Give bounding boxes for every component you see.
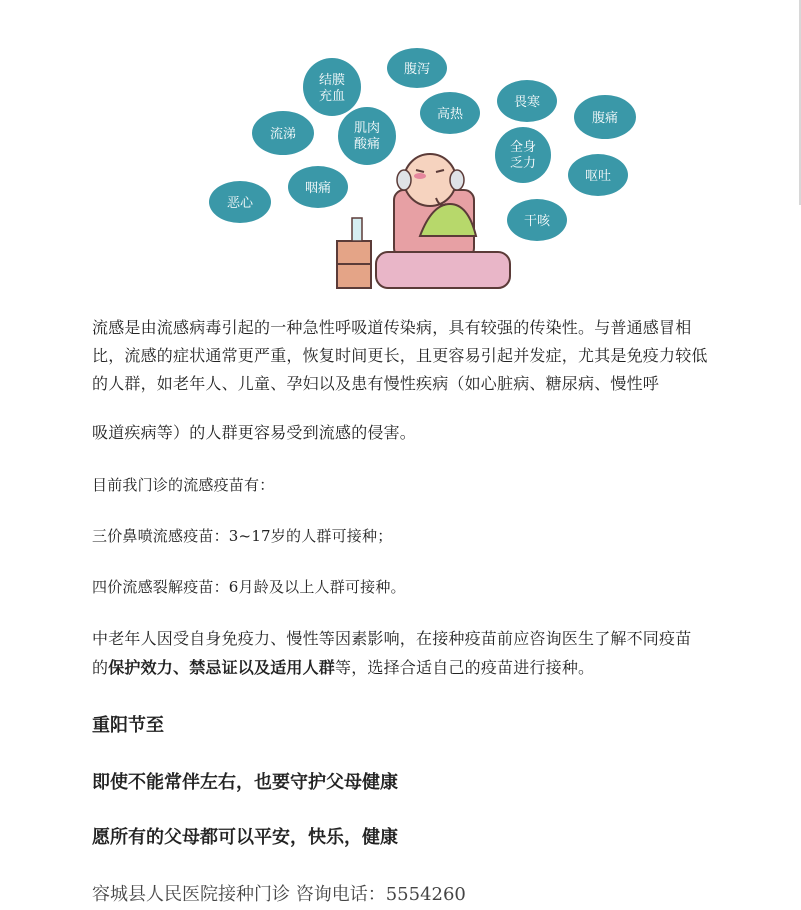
symptom-bubble-vomiting: [568, 154, 628, 196]
bubble-text: 恶心: [226, 196, 254, 211]
advice-text: 的: [92, 660, 109, 677]
symptom-bubble-nausea: [209, 181, 271, 223]
symptom-bubble-diarrhea: [387, 48, 447, 88]
bubble-text: 咽痛: [304, 181, 332, 196]
bubble-text: 结膜: [318, 73, 346, 88]
intro-line: 流感是由流感病毒引起的一种急性呼吸道传染病，具有较强的传染性。与普通感冒相: [92, 320, 692, 337]
advice-emphasis: 保护效力、禁忌证以及适用人群: [108, 658, 336, 677]
bubble-text: 流涕: [269, 127, 297, 142]
symptom-bubble-dry-cough: [507, 199, 567, 241]
symptom-bubble-runny-nose: [252, 111, 314, 155]
advice-paragraph: [92, 626, 782, 683]
patient-hair-right: [450, 170, 464, 190]
bed-blanket: [376, 252, 510, 288]
bubble-text: 腹痛: [591, 111, 619, 126]
symptom-bubble-abdominal-pain: [574, 95, 636, 139]
symptom-bubble-sore-throat: [288, 166, 348, 208]
advice-line: [92, 654, 782, 683]
vaccines-heading: 目前我门诊的流感疫苗有：: [92, 476, 275, 494]
advice-line: 中老年人因受自身免疫力、慢性等因素影响，在接种疫苗前应咨询医生了解不同疫苗: [92, 631, 692, 648]
bubble-text: 畏寒: [513, 95, 541, 110]
advice-text: 等，选择合适自己的疫苗进行接种。: [335, 660, 595, 677]
bubble-text: 乏力: [509, 156, 537, 171]
symptom-bubble-fatigue: [495, 127, 551, 183]
patient-head: [404, 154, 456, 206]
symptom-bubble-conjunctival: [303, 58, 361, 116]
bubble-text: 高热: [436, 107, 464, 122]
illustration-svg: [196, 40, 662, 294]
water-glass: [352, 218, 362, 241]
intro-line: 的人群，如老年人、儿童、孕妇以及患有慢性疾病（如心脏病、糖尿病、慢性呼: [92, 376, 660, 393]
bubble-text: 干咳: [523, 214, 551, 229]
vaccine-nasal-item: 三价鼻喷流感疫苗：3~17岁的人群可接种；: [92, 527, 393, 545]
hospital-contact-footer: 容城县人民医院接种门诊 咨询电话：5554260: [92, 884, 466, 905]
flu-symptoms-illustration: [196, 40, 662, 294]
bubble-text: 呕吐: [584, 169, 612, 184]
intro-line: 吸道疾病等）的人群更容易受到流感的侵害。: [92, 425, 417, 442]
wish-line: 即使不能常伴左右，也要守护父母健康: [92, 772, 398, 793]
symptom-bubble-chills: [497, 80, 557, 122]
festival-title: 重阳节至: [92, 715, 164, 736]
wish-line: 愿所有的父母都可以平安，快乐，健康: [92, 827, 398, 848]
intro-paragraph: [92, 315, 782, 399]
intro-line: 比，流感的症状通常更严重，恢复时间更长，且更容易引起并发症，尤其是免疫力较低: [92, 348, 708, 365]
symptom-bubble-high-fever: [420, 92, 480, 134]
bubble-text: 腹泻: [403, 62, 431, 77]
vaccine-split-item: 四价流感裂解疫苗：6月龄及以上人群可接种。: [92, 578, 406, 596]
bubble-text: 酸痛: [353, 137, 381, 152]
patient-hair-left: [397, 170, 411, 190]
bubble-text: 全身: [509, 140, 537, 155]
bubble-text: 肌肉: [353, 121, 381, 136]
symptom-bubble-muscle-ache: [338, 107, 396, 165]
bubble-text: 充血: [318, 89, 346, 104]
patient-cheek: [414, 173, 426, 179]
